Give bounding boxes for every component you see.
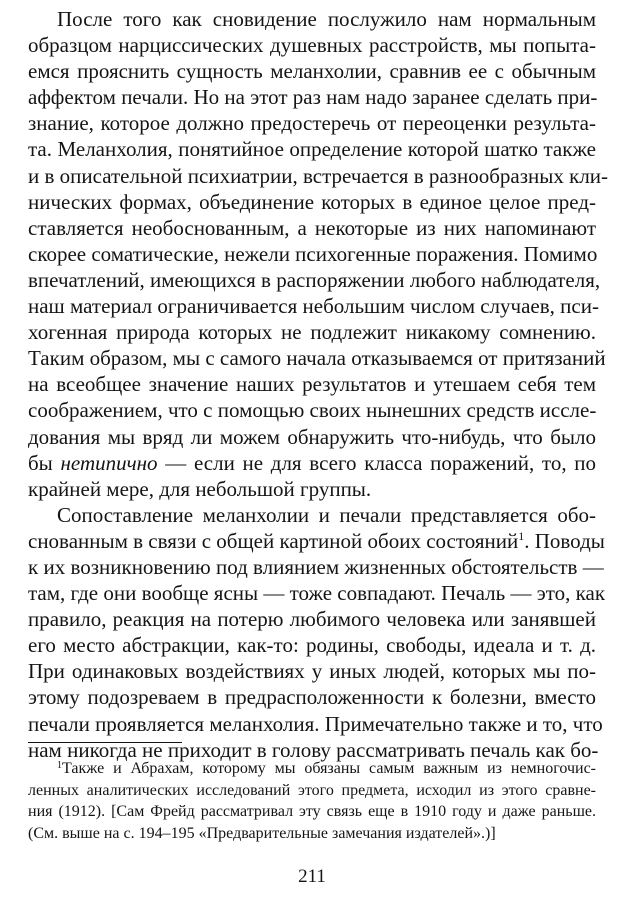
text-line: скорее соматические, нежели психогенные поражения. Помимо [28, 241, 598, 266]
text-line: нических формах, объединение которых в единое целое пред- [28, 189, 596, 214]
text-line: аффектом печали. Но на этот раз нам надо заранее сделать при- [28, 85, 598, 110]
text-line: соображением, что с помощью своих нынешних средств иссле- [28, 398, 597, 423]
text-line: та. Меланхолия, понятийное определение которой шатко также [28, 137, 596, 162]
text-segment: . Поводы [524, 528, 605, 553]
text-segment: бы [28, 450, 61, 475]
main-text [28, 6, 609, 763]
text-line: нам никогда не приходит в голову рассматривать печаль как бо- [28, 737, 599, 762]
footnote-line: ленных аналитических исследований этого предмета, исходил из этого сравне- [28, 781, 596, 799]
footnote [28, 758, 596, 844]
text-line: печали проявляется меланхолия. Примечательно также и то, что [28, 711, 603, 736]
text-line: к их возникновению под влиянием жизненных обстоятельств — [28, 554, 604, 579]
text-line: этому подозреваем в предрасположенности к болезни, вместо [28, 685, 596, 710]
text-line: знание, которое должно предостеречь от переоценки результа- [28, 111, 596, 136]
text-segment: Также и Абрахам, которому мы обязаны самым важным из немногочис- [62, 760, 596, 777]
footnote-line [28, 758, 596, 780]
text-line: Таким образом, мы с самого начала отказываемся от притязаний [28, 346, 606, 371]
footnote-line: (См. выше на с. 194–195 «Предварительные замечания издателей».)] [28, 824, 496, 842]
text-line: наш материал ограничивается небольшим числом случаев, пси- [28, 294, 599, 319]
text-line: там, где они вообще ясны — тоже совпадают. Печаль — это, как [28, 581, 606, 606]
text-segment: — если не для всего класса поражений, то, по [157, 450, 596, 475]
text-line: ставляется необоснованным, а некоторые из них напоминают [28, 215, 596, 240]
text-line: образцом нарциссических душевных расстройств, мы попыта- [28, 33, 596, 58]
footnote-divider [28, 742, 182, 743]
text-line: и в описательной психиатрии, встречается в разнообразных кли- [28, 163, 609, 188]
page-number: 211 [298, 866, 326, 887]
text-line: При одинаковых воздействиях у иных людей, которых мы по- [28, 659, 596, 684]
text-line: его место абстракции, как-то: родины, свободы, идеала и т. д. [28, 633, 596, 658]
italic-term: нетипично [60, 450, 158, 475]
text-segment: снованным в связи с общей картиной обоих состояний [28, 528, 519, 553]
text-line: правило, реакция на потерю любимого человека или занявшей [28, 607, 596, 632]
footnote-mark: 1 [57, 760, 62, 771]
footnote-reference[interactable]: 1 [518, 528, 525, 543]
paragraph-end-line: крайней мере, для небольшой группы. [28, 476, 372, 501]
footnote-line: ния (1912). [Сам Фрейд рассматривал эту связь еще в 1910 году и даже раньше. [28, 803, 596, 820]
text-line: хогенная природа которых не подлежит никакому сомнению. [28, 320, 596, 345]
text-line: на всеобщее значение наших результатов и утешаем себя тем [28, 372, 596, 397]
book-page [28, 0, 620, 900]
text-line: дования мы вряд ли можем обнаружить что-нибудь, что было [28, 424, 596, 449]
text-line: впечатлений, имеющихся в распоряжении любого наблюдателя, [28, 267, 601, 292]
text-line: Сопоставление меланхолии и печали представляется обо- [57, 502, 596, 527]
text-line: емся прояснить сущность меланхолии, сравнив ее с обычным [28, 59, 596, 84]
text-line [28, 528, 605, 554]
text-line [28, 450, 596, 476]
text-line: После того как сновидение послужило нам нормальным [57, 7, 596, 31]
